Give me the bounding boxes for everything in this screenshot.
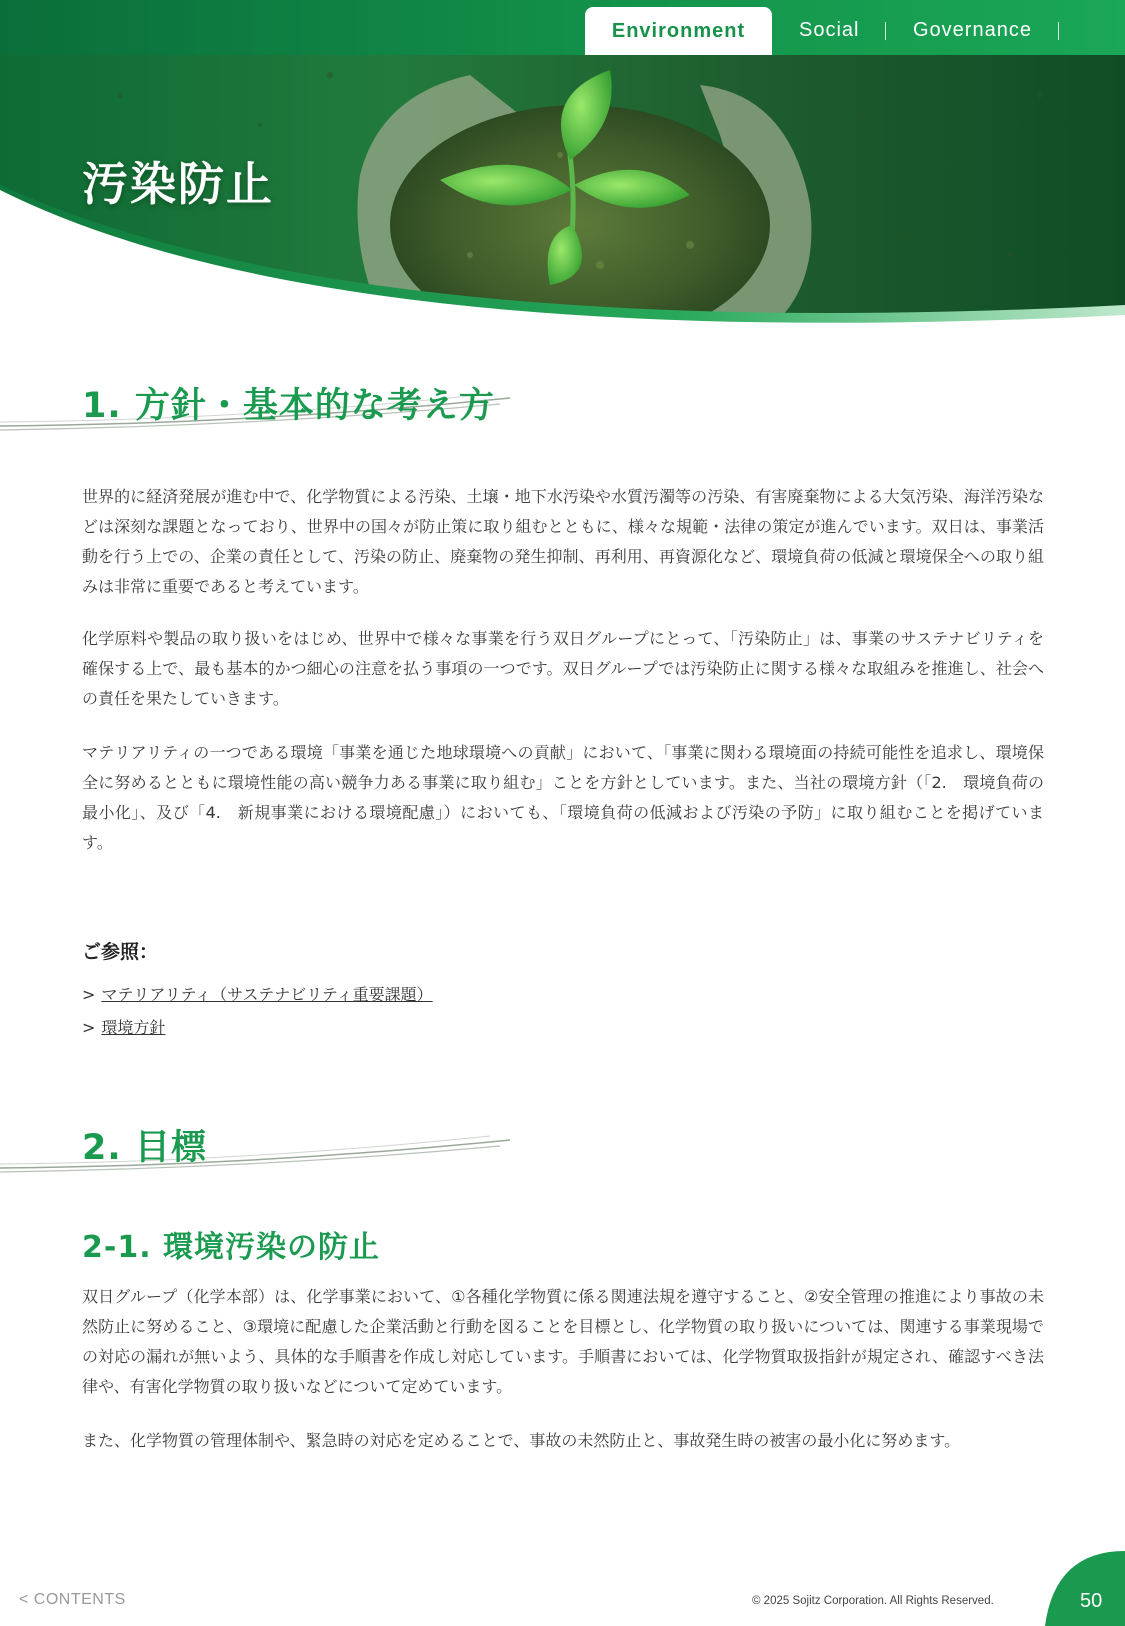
link-text[interactable]: 環境方針	[101, 1018, 166, 1037]
paragraph: マテリアリティの一つである環境「事業を通じた地球環境への貢献」において、「事業に関わる環境面の持続可能性を追求し、環境保全に努めるとともに環境性能の高い競争力ある事業に取り組む」ことを方針としています。また、当社の環境方針（「2. 環境負荷の最小化」、及び「4. 新規事業における環境配慮」）においても、「環境負荷の低減および汚染の予防」に取り組むことを掲げています。	[82, 743, 1044, 852]
paragraph: 双日グループ（化学本部）は、化学事業において、①各種化学物質に係る関連法規を遵守すること、②安全管理の推進により事故の未然防止に努めること、③環境に配慮した企業活動と行動を図ることを目標とし、化学物質の取り扱いについては、関連する事業現場での対応の漏れが無いよう、具体的な手順書を作成し対応しています。手順書においては、化学物質取扱指針が規定され、確認すべき法律や、有害化学物質の取り扱いなどについて定めています。	[82, 1287, 1044, 1396]
reference-heading: ご参照：	[82, 941, 159, 963]
copyright-text: © 2025 Sojitz Corporation. All Rights Reserved.	[752, 1595, 994, 1607]
paragraph: 世界的に経済発展が進む中で、化学物質による汚染、土壌・地下水汚染や水質汚濁等の汚染、有害廃棄物による大気汚染、海洋汚染などは深刻な課題となっており、世界中の国々が防止策に取り組むとともに、様々な規範・法律の策定が進んでいます。双日は、事業活動を行う上での、企業の責任として、汚染の防止、廃棄物の発生抑制、再利用、再資源化など、環境負荷の低減と環境保全への取り組みは非常に重要であると考えています。	[82, 487, 1044, 596]
arrow-icon: >	[82, 985, 96, 1004]
heading-swoosh-decoration	[0, 1134, 520, 1174]
reference-link-materiality[interactable]	[82, 984, 433, 1006]
link-text[interactable]: マテリアリティ（サステナビリティ重要課題）	[101, 985, 433, 1004]
paragraph: 化学原料や製品の取り扱いをはじめ、世界中で様々な事業を行う双日グループにとって、「汚染防止」は、事業のサステナビリティを確保する上で、最も基本的かつ細心の注意を払う事項の一つです。双日グループでは汚染防止に関する様々な取組みを推進し、社会への責任を果たしていきます。	[82, 629, 1044, 708]
page-number-badge	[1045, 1551, 1125, 1626]
arrow-icon: >	[82, 1018, 96, 1037]
subsection-heading-pollution-prevention: 2-1. 環境汚染の防止	[82, 1230, 381, 1265]
reference-link-environmental-policy[interactable]	[82, 1017, 165, 1039]
paragraph: また、化学物質の管理体制や、緊急時の対応を定めることで、事故の未然防止と、事故発生時の被害の最小化に努めます。	[82, 1431, 961, 1450]
top-navigation-bar	[0, 0, 1125, 55]
tab-environment[interactable]: Environment	[585, 7, 772, 55]
tab-divider	[885, 22, 886, 40]
contents-link[interactable]: < CONTENTS	[19, 1591, 126, 1608]
tab-divider	[1058, 22, 1059, 40]
page-title: 汚染防止	[82, 157, 274, 211]
section-heading-targets: 2. 目標	[82, 1128, 207, 1168]
tab-governance[interactable]: Governance	[913, 18, 1032, 41]
page-number: 50	[1080, 1590, 1103, 1612]
tab-social[interactable]: Social	[799, 18, 860, 41]
section-heading-policy: 1. 方針・基本的な考え方	[82, 386, 495, 426]
